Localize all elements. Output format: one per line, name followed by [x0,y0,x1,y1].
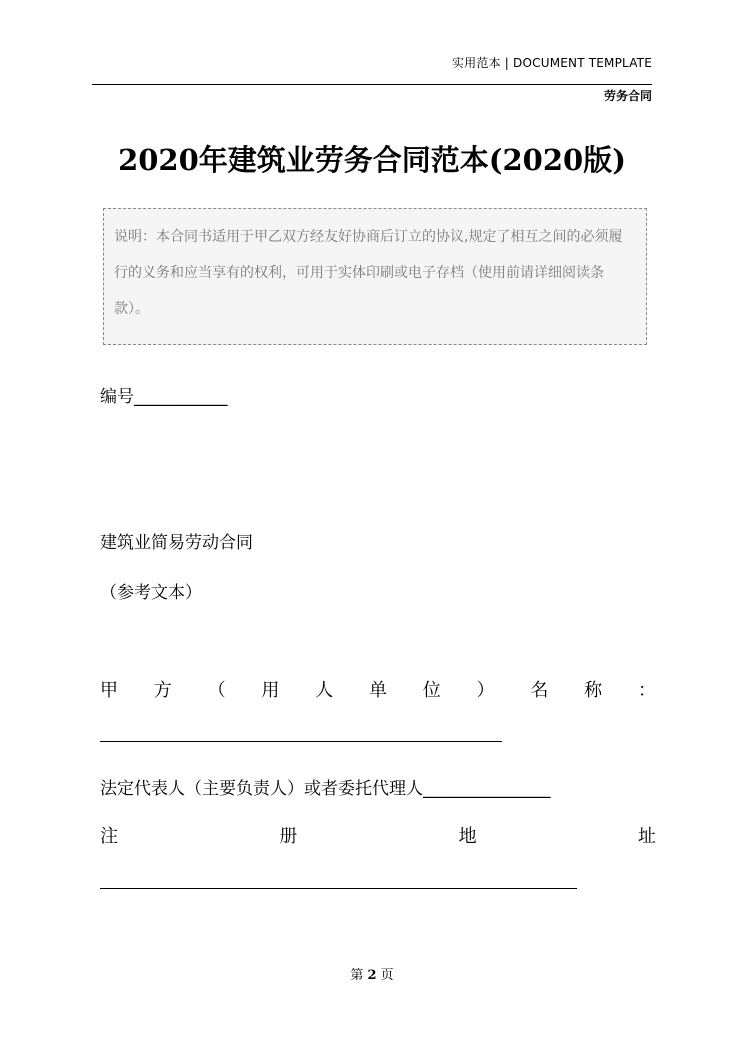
party-a-char: 方 [153,680,172,701]
header-brand: 实用范本 | DOCUMENT TEMPLATE [451,56,652,70]
header-category: 劳务合同 [603,89,652,103]
legal-representative-label: 法定代表人（主要负责人）或者委托代理人 [100,779,423,799]
party-a-char: 单 [368,680,387,701]
party-a-char: （ [207,680,226,701]
address-char: 址 [637,826,656,847]
legal-representative-blank: _______________ [423,779,551,799]
document-number-label: 编号 [100,387,134,407]
header-divider [92,84,652,85]
party-a-char: 位 [422,680,441,701]
document-title: 2020年建筑业劳务合同范本(2020版) [118,143,626,177]
address-char: 注 [100,826,118,847]
address-char: 地 [458,826,477,847]
legal-representative [100,774,551,799]
party-a-char: 用 [261,680,280,701]
registered-address-blank [100,888,577,889]
page-number-value: 2 [367,968,377,983]
contract-name: 建筑业简易劳动合同 [100,533,253,553]
reference-note: （参考文本） [100,583,202,603]
page-number [0,964,744,983]
registered-address-label [100,822,656,848]
address-char: 册 [279,826,298,847]
party-a-char: ： [637,680,656,701]
party-a-char: 人 [315,680,334,701]
party-a-char: ） [476,680,495,701]
document-number [100,382,228,407]
page-number-prefix: 第 [350,968,364,983]
document-number-blank: ___________ [134,387,228,407]
page-number-suffix: 页 [380,968,394,983]
usage-note-box [103,208,647,345]
party-a-char: 名 [530,680,549,701]
party-a-name-blank [100,741,502,742]
usage-note-text: 说明：本合同书适用于甲乙双方经友好协商后订立的协议,规定了相互之间的必须履行的义务和应当享有的权利，可用于实体印刷或电子存档（使用前请详细阅读条款）。 [114,229,623,317]
party-a-name-label [100,676,656,702]
party-a-char: 称 [584,680,603,701]
party-a-char: 甲 [100,680,118,701]
